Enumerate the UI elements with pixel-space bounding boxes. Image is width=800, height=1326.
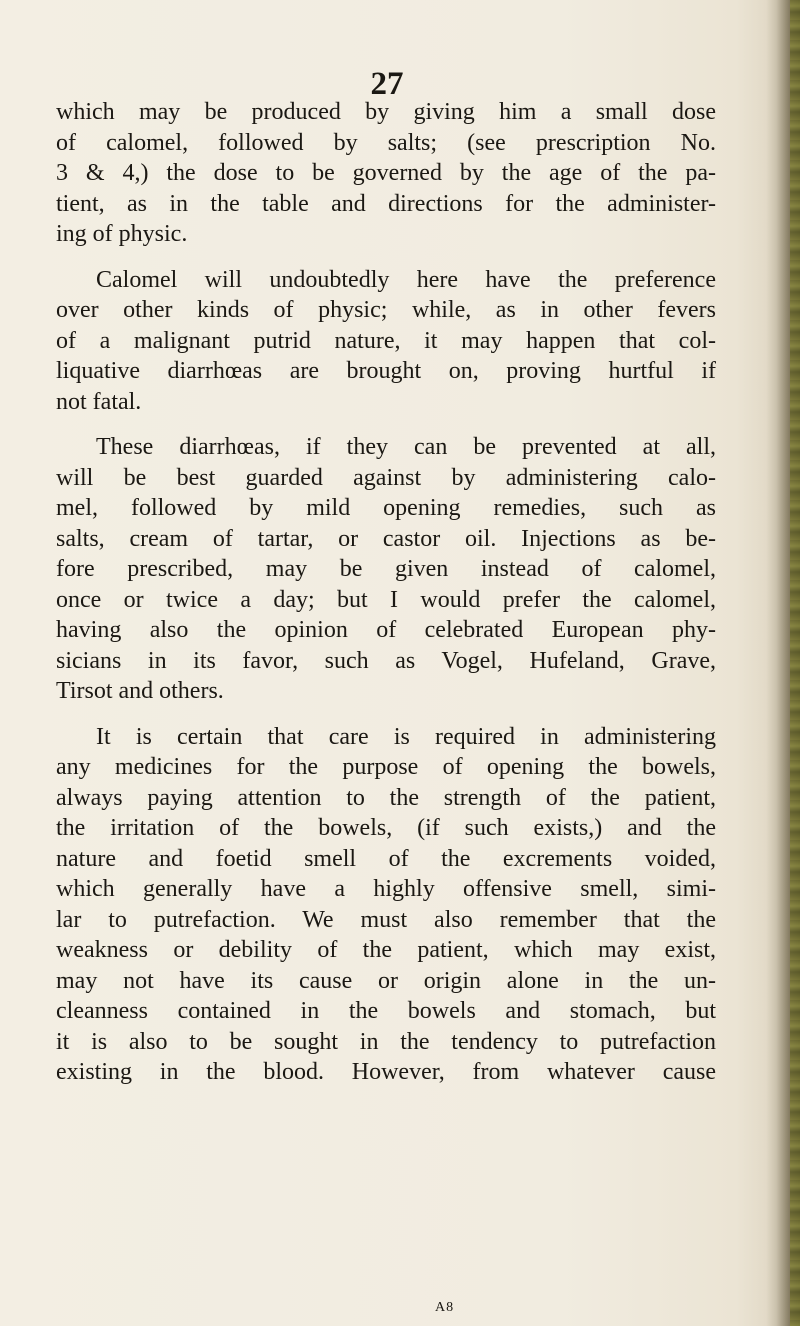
page-number: 27 [370,66,404,102]
text-line: mel, followed by mild opening remedies, such as [56,495,716,521]
text-line: of calomel, followed by salts; (see prescription No. [56,129,716,156]
text-line: once or twice a day; but I would prefer the calomel, [56,586,716,613]
text-line: Calomel will undoubtedly here have the preference [96,266,716,293]
paragraph-3 [56,432,716,707]
text-line: It is certain that care is required in administering [96,723,716,750]
text-line: weakness or debility of the patient, which may exist, [56,937,716,963]
text-line: over other kinds of physic; while, as in other fevers [56,297,716,323]
text-line: any medicines for the purpose of opening the bowels, [56,754,716,780]
text-line: the irritation of the bowels, (if such exists,) and the [56,815,716,841]
text-line: which generally have a highly offensive smell, simi- [56,876,716,902]
text-line: not fatal. [56,388,142,415]
paragraph-1 [56,97,716,250]
text-line: cleanness contained in the bowels and stomach, but [56,998,716,1024]
paragraph-4 [56,722,716,1088]
text-line: lar to putrefaction. We must also remember that the [56,906,716,933]
text-line: salts, cream of tartar, or castor oil. Injections as be- [56,525,716,552]
text-line: sicians in its favor, such as Vogel, Hufeland, Grave, [56,647,716,674]
text-line: fore prescribed, may be given instead of calomel, [56,556,716,582]
body-text [56,97,716,1103]
paragraph-2 [56,265,716,418]
text-line: ing of physic. [56,221,188,247]
signature-mark: A8 [435,1300,455,1315]
text-line: tient, as in the table and directions for the administer- [56,190,716,217]
text-line: nature and foetid smell of the excrements voided, [56,845,716,872]
text-line: These diarrhœas, if they can be prevented at all, [96,434,716,460]
text-line: 3 & 4,) the dose to be governed by the age of the pa- [56,160,716,186]
text-line: liquative diarrhœas are brought on, proving hurtful if [56,358,716,384]
book-binding-edge [790,0,800,1326]
text-line: Tirsot and others. [56,678,224,704]
text-line: it is also to be sought in the tendency to putrefaction [56,1028,716,1055]
text-line: always paying attention to the strength of the patient, [56,784,716,811]
text-line: of a malignant putrid nature, it may happen that col- [56,327,716,354]
text-line: having also the opinion of celebrated European phy- [56,617,716,643]
text-line: which may be produced by giving him a small dose [56,99,716,125]
text-line: existing in the blood. However, from whatever cause [56,1059,716,1085]
text-line: may not have its cause or origin alone in the un- [56,967,716,994]
text-line: will be best guarded against by administering calo- [56,464,716,491]
